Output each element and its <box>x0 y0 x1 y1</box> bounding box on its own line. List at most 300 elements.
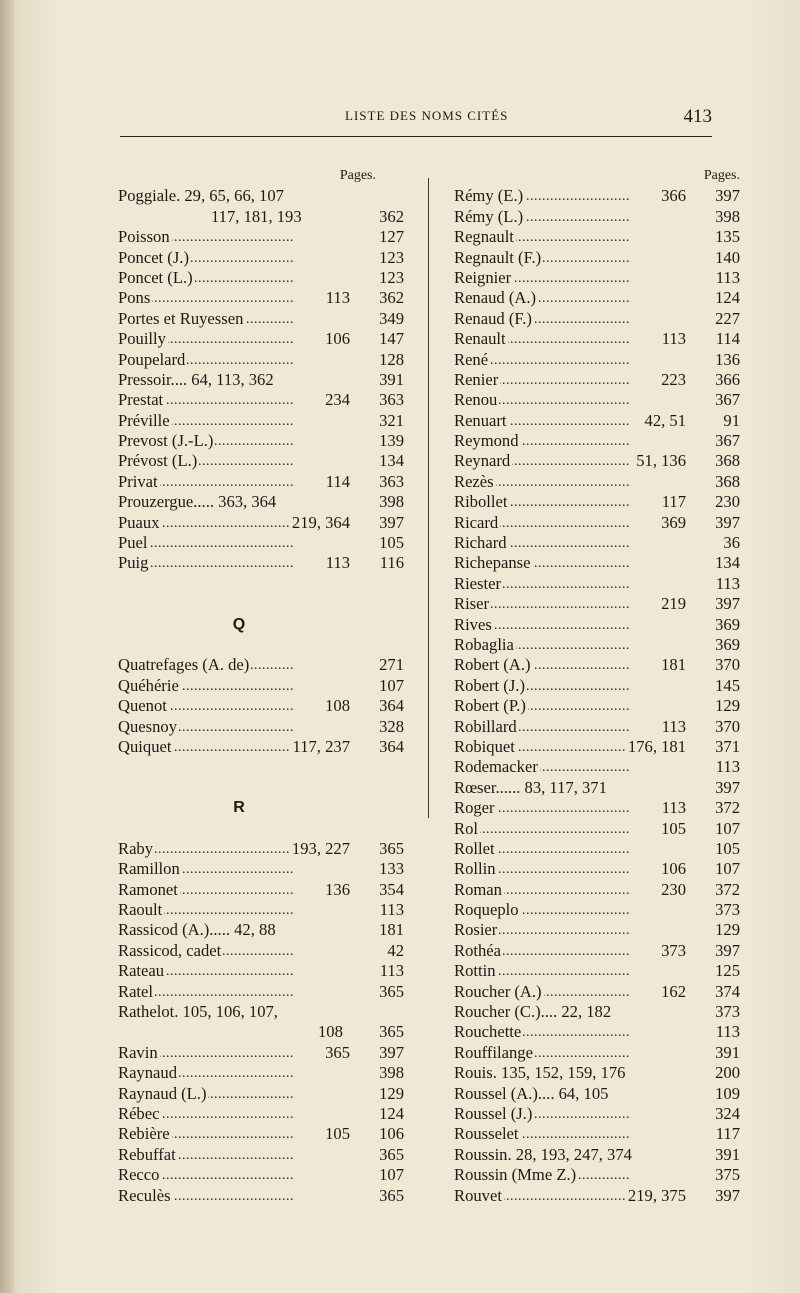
index-entry <box>118 961 404 981</box>
blank-line <box>118 819 404 839</box>
entry-page: 367 <box>715 390 740 410</box>
entry-page: 324 <box>715 1103 740 1123</box>
entry-page: 107 <box>715 859 740 879</box>
index-entry <box>454 941 740 961</box>
index-entry <box>454 594 740 614</box>
index-entry <box>454 451 740 471</box>
index-entry <box>118 859 404 879</box>
entry-page: 364 <box>379 736 404 756</box>
entry-page: 391 <box>379 369 404 389</box>
entry-page: 373 <box>715 900 740 920</box>
index-entry <box>454 288 740 308</box>
index-entry <box>454 309 740 329</box>
entry-name: Quesnoy <box>118 716 177 736</box>
entry-inline-pages: 230 <box>661 879 686 899</box>
entry-name: Richard <box>454 533 507 553</box>
index-entry <box>118 839 404 859</box>
entry-page: 365 <box>379 981 404 1001</box>
index-entry <box>454 839 740 859</box>
entry-name: Rateau <box>118 961 165 981</box>
index-entry <box>454 411 740 431</box>
entry-name: Poncet (L.) <box>118 267 193 287</box>
index-entry <box>454 961 740 981</box>
entry-page: 107 <box>379 1165 404 1185</box>
entry-page: 375 <box>715 1165 740 1185</box>
index-entry <box>454 533 740 553</box>
entry-name: Rebuffat <box>118 1144 176 1164</box>
entry-page: 366 <box>715 369 740 389</box>
entry-page: 371 <box>715 736 740 756</box>
index-entry <box>118 696 404 716</box>
entry-page: 129 <box>715 920 740 940</box>
entry-page: 391 <box>715 1144 740 1164</box>
entry-inline-pages: 219, 364 <box>291 512 350 532</box>
entry-page: 113 <box>715 757 740 777</box>
index-entry <box>118 1022 404 1042</box>
entry-name: Ramillon <box>118 859 180 879</box>
entry-page: 397 <box>715 594 740 614</box>
blank-line <box>118 574 404 594</box>
index-entry <box>118 390 404 410</box>
entry-name: Rottin <box>454 961 496 981</box>
index-entry <box>454 492 740 512</box>
entry-name: Recco <box>118 1165 160 1185</box>
entry-name: Rouchette <box>454 1022 522 1042</box>
entry-page: 106 <box>379 1124 404 1144</box>
entry-name: Portes et Ruyessen <box>118 308 244 328</box>
entry-inline-pages: 113 <box>325 288 350 308</box>
blank-line <box>118 594 404 614</box>
entry-page: 328 <box>379 716 404 736</box>
entry-page: 113 <box>379 961 404 981</box>
entry-name: Renaud (F.) <box>454 308 532 328</box>
entry-page: 134 <box>715 553 740 573</box>
index-entry <box>118 472 404 492</box>
index-entry <box>118 1043 404 1063</box>
entry-name: Roger <box>454 798 495 818</box>
entry-name: Rezès <box>454 471 494 491</box>
entry-page: 128 <box>379 349 404 369</box>
entry-inline-pages: 114 <box>325 471 350 491</box>
entry-name: Roussin. 28, 193, 247, 374 <box>454 1144 632 1164</box>
entry-name: Regnault <box>454 227 514 247</box>
entry-page: 365 <box>379 1185 404 1205</box>
entry-page: 200 <box>715 1063 740 1083</box>
entry-page: 368 <box>715 451 740 471</box>
entry-page: 42 <box>387 940 404 960</box>
blank-line <box>118 778 404 798</box>
entry-page: 147 <box>379 329 404 349</box>
entry-inline-pages: 162 <box>661 981 686 1001</box>
entry-page: 363 <box>379 471 404 491</box>
entry-name: Reymond <box>454 431 519 451</box>
index-entry <box>118 248 404 268</box>
index-entry <box>118 1084 404 1104</box>
index-entry <box>118 350 404 370</box>
entry-page: 365 <box>379 838 404 858</box>
index-entry <box>118 1124 404 1144</box>
blank-line <box>118 635 404 655</box>
entry-page: 397 <box>715 777 740 797</box>
entry-page: 114 <box>715 329 740 349</box>
entry-page: 397 <box>715 186 740 206</box>
column-divider <box>428 178 429 818</box>
index-entry <box>118 737 404 757</box>
entry-name: Renuart <box>454 410 507 430</box>
entry-name: 117, 181, 193 <box>211 206 302 226</box>
entry-page: 136 <box>715 349 740 369</box>
entry-name: Rollet <box>454 838 495 858</box>
index-entry <box>454 1084 740 1104</box>
entry-name: Roussel (J.) <box>454 1103 533 1123</box>
entry-page: 374 <box>715 981 740 1001</box>
index-entry <box>454 1124 740 1144</box>
blank-line <box>118 757 404 777</box>
entry-name: Poisson <box>118 227 170 247</box>
index-entry <box>118 227 404 247</box>
index-entry <box>454 248 740 268</box>
entry-page: 398 <box>715 206 740 226</box>
entry-page: 113 <box>715 573 740 593</box>
entry-name: Quatrefages (A. de) <box>118 655 250 675</box>
entry-page: 362 <box>379 288 404 308</box>
index-entry <box>118 1104 404 1124</box>
entry-page: 398 <box>379 492 404 512</box>
entry-name: Rassicod (A.)..... 42, 88 <box>118 920 276 940</box>
index-entry <box>454 329 740 349</box>
entry-page: 370 <box>715 716 740 736</box>
index-entry <box>454 472 740 492</box>
entry-inline-pages: 51, 136 <box>636 451 686 471</box>
entry-name: Roussel (A.).... 64, 105 <box>454 1083 609 1103</box>
index-entry <box>454 900 740 920</box>
entry-name: Renou <box>454 390 498 410</box>
entry-name: Rémy (E.) <box>454 186 524 206</box>
index-entry <box>454 350 740 370</box>
entry-name: Pons <box>118 288 151 308</box>
index-entry <box>454 1186 740 1206</box>
pages-label: Pages. <box>339 168 376 183</box>
index-entry <box>454 1145 740 1165</box>
index-entry <box>454 227 740 247</box>
entry-name: Roucher (A.) <box>454 981 542 1001</box>
entry-name: Puaux <box>118 512 160 532</box>
entry-page: 116 <box>379 553 404 573</box>
entry-page: 135 <box>715 227 740 247</box>
entry-page: 129 <box>715 696 740 716</box>
running-title: LISTE DES NOMS CITÉS <box>345 108 509 123</box>
index-entry <box>118 1165 404 1185</box>
entry-name: Roqueplo <box>454 900 519 920</box>
entry-page: 145 <box>715 675 740 695</box>
entry-page: 368 <box>715 471 740 491</box>
entry-name: Raynaud (L.) <box>118 1083 207 1103</box>
entry-name: Ramonet <box>118 879 178 899</box>
entry-name: Rollin <box>454 859 496 879</box>
entry-page: 271 <box>379 655 404 675</box>
index-entry <box>118 1002 404 1022</box>
entry-inline-pages: 136 <box>325 879 350 899</box>
entry-name: Robert (P.) <box>454 696 526 716</box>
entry-page: 397 <box>715 512 740 532</box>
entry-page: 362 <box>379 206 404 226</box>
entry-inline-pages: 106 <box>661 859 686 879</box>
entry-name: Rives <box>454 614 492 634</box>
entry-inline-pages: 105 <box>661 818 686 838</box>
index-entry <box>454 717 740 737</box>
entry-name: Poggiale. 29, 65, 66, 107 <box>118 186 284 206</box>
entry-name: Préville <box>118 410 170 430</box>
entry-name: Robert (A.) <box>454 655 531 675</box>
index-entry <box>118 207 404 227</box>
entry-name: Ravin <box>118 1042 158 1062</box>
index-entry <box>454 737 740 757</box>
entry-page: 354 <box>379 879 404 899</box>
index-entry <box>118 513 404 533</box>
entry-name: 108 <box>318 1022 343 1042</box>
entry-name: Puig <box>118 553 149 573</box>
entry-name: Puel <box>118 533 148 553</box>
entry-inline-pages: 106 <box>325 329 350 349</box>
entry-name: Rœser...... 83, 117, 371 <box>454 777 607 797</box>
index-entry <box>454 1043 740 1063</box>
entry-name: Poupelard <box>118 349 186 369</box>
index-entry <box>118 676 404 696</box>
entry-name: Riser <box>454 594 490 614</box>
entry-page: 364 <box>379 696 404 716</box>
index-column-right <box>454 166 740 1206</box>
entry-page: 391 <box>715 1042 740 1062</box>
entry-page: 129 <box>379 1083 404 1103</box>
entry-name: Roman <box>454 879 502 899</box>
index-entry <box>118 553 404 573</box>
entry-page: 113 <box>379 900 404 920</box>
entry-page: 398 <box>379 1063 404 1083</box>
entry-page: 36 <box>723 533 740 553</box>
entry-inline-pages: 113 <box>661 716 686 736</box>
entry-name: Rebière <box>118 1124 170 1144</box>
entry-page: 373 <box>715 1002 740 1022</box>
entry-name: Reignier <box>454 267 512 287</box>
page-number: 413 <box>683 106 712 127</box>
entry-page: 397 <box>379 512 404 532</box>
section-letter: R <box>233 799 245 817</box>
entry-name: Rébec <box>118 1103 160 1123</box>
index-entry <box>454 186 740 206</box>
index-entry <box>118 288 404 308</box>
index-entry <box>454 1063 740 1083</box>
entry-page: 107 <box>379 675 404 695</box>
entry-page: 349 <box>379 308 404 328</box>
index-entry <box>454 1002 740 1022</box>
entry-inline-pages: 373 <box>661 940 686 960</box>
entry-name: Quéhérie <box>118 675 179 695</box>
index-entry <box>454 1022 740 1042</box>
index-entry <box>118 1186 404 1206</box>
entry-name: Ricard <box>454 512 499 532</box>
entry-name: Robert (J.) <box>454 675 525 695</box>
entry-name: Roussin (Mme Z.) <box>454 1165 577 1185</box>
running-head <box>120 108 712 132</box>
index-entry <box>118 533 404 553</box>
entry-page: 124 <box>379 1103 404 1123</box>
entry-page: 365 <box>379 1022 404 1042</box>
entry-name: René <box>454 349 489 369</box>
entry-page: 370 <box>715 655 740 675</box>
index-entry <box>118 880 404 900</box>
index-entry <box>454 798 740 818</box>
entry-name: Prévost (L.) <box>118 451 198 471</box>
index-column-left <box>118 166 404 1206</box>
entry-page: 365 <box>379 1144 404 1164</box>
entry-page: 372 <box>715 798 740 818</box>
index-entry <box>454 615 740 635</box>
index-entry <box>118 370 404 390</box>
entry-name: Richepanse <box>454 553 531 573</box>
entry-page: 369 <box>715 614 740 634</box>
entry-name: Robillard <box>454 716 517 736</box>
pages-label: Pages. <box>703 168 740 183</box>
entry-name: Renault <box>454 329 506 349</box>
entry-inline-pages: 181 <box>661 655 686 675</box>
entry-page: 107 <box>715 818 740 838</box>
entry-inline-pages: 219, 375 <box>627 1185 686 1205</box>
entry-name: Ratel <box>118 981 154 1001</box>
entry-name: Privat <box>118 471 158 491</box>
index-entry <box>454 553 740 573</box>
index-entry <box>454 574 740 594</box>
index-entry <box>454 207 740 227</box>
entry-page: 123 <box>379 247 404 267</box>
index-entry <box>454 390 740 410</box>
entry-name: Rol <box>454 818 478 838</box>
index-entry <box>118 492 404 512</box>
entry-name: Raoult <box>118 900 163 920</box>
entry-name: Prestat <box>118 390 164 410</box>
index-entry <box>118 431 404 451</box>
entry-name: Renaud (A.) <box>454 288 537 308</box>
index-entry <box>118 1063 404 1083</box>
entry-page: 139 <box>379 431 404 451</box>
index-entry <box>454 880 740 900</box>
entry-inline-pages: 105 <box>325 1124 350 1144</box>
entry-page: 125 <box>715 961 740 981</box>
entry-page: 397 <box>379 1042 404 1062</box>
index-entry <box>454 676 740 696</box>
index-entry <box>454 778 740 798</box>
entry-inline-pages: 108 <box>325 696 350 716</box>
entry-name: Pressoir.... 64, 113, 362 <box>118 369 274 389</box>
entry-page: 105 <box>715 838 740 858</box>
entry-name: Reynard <box>454 451 511 471</box>
entry-name: Quiquet <box>118 736 172 756</box>
entry-inline-pages: 113 <box>325 553 350 573</box>
index-entry <box>454 1104 740 1124</box>
index-entry <box>118 329 404 349</box>
entry-inline-pages: 113 <box>661 798 686 818</box>
entry-inline-pages: 366 <box>661 186 686 206</box>
entry-name: Rosier <box>454 920 498 940</box>
entry-page: 181 <box>379 920 404 940</box>
index-entry <box>454 819 740 839</box>
entry-page: 227 <box>715 308 740 328</box>
index-entry <box>118 186 404 206</box>
entry-name: Rassicod, cadet <box>118 940 222 960</box>
index-entry <box>454 696 740 716</box>
index-entry <box>454 431 740 451</box>
entry-page: 113 <box>715 267 740 287</box>
entry-inline-pages: 193, 227 <box>291 838 350 858</box>
entry-page: 321 <box>379 410 404 430</box>
entry-page: 91 <box>723 410 740 430</box>
entry-inline-pages: 365 <box>325 1042 350 1062</box>
index-entry <box>454 513 740 533</box>
entry-page: 134 <box>379 451 404 471</box>
entry-page: 230 <box>715 492 740 512</box>
index-entry <box>454 859 740 879</box>
index-entry <box>454 757 740 777</box>
entry-name: Regnault (F.) <box>454 247 542 267</box>
entry-page: 367 <box>715 431 740 451</box>
index-entry <box>118 1145 404 1165</box>
index-entry <box>118 411 404 431</box>
entry-page: 124 <box>715 288 740 308</box>
entry-page: 397 <box>715 940 740 960</box>
entry-name: Raynaud <box>118 1063 177 1083</box>
entry-inline-pages: 219 <box>661 594 686 614</box>
entry-page: 397 <box>715 1185 740 1205</box>
index-entry <box>454 920 740 940</box>
index-entry <box>454 982 740 1002</box>
entry-name: Rouvet <box>454 1185 502 1205</box>
entry-name: Prevost (J.-L.) <box>118 431 214 451</box>
entry-name: Rodemacker <box>454 757 538 777</box>
index-entry <box>118 941 404 961</box>
entry-inline-pages: 117 <box>661 492 686 512</box>
entry-name: Robaglia <box>454 634 514 654</box>
entry-page: 105 <box>379 533 404 553</box>
entry-inline-pages: 176, 181 <box>627 736 686 756</box>
entry-page: 372 <box>715 879 740 899</box>
entry-name: Prouzergue..... 363, 364 <box>118 492 277 512</box>
entry-page: 113 <box>715 1022 740 1042</box>
entry-name: Renier <box>454 369 499 389</box>
entry-page: 369 <box>715 634 740 654</box>
entry-name: Raby <box>118 838 154 858</box>
entry-page: 363 <box>379 390 404 410</box>
index-entry <box>454 370 740 390</box>
index-entry <box>118 982 404 1002</box>
entry-name: Pouilly <box>118 329 166 349</box>
entry-name: Quenot <box>118 696 167 716</box>
entry-name: Rouffilange <box>454 1042 533 1062</box>
index-entry <box>118 309 404 329</box>
index-entry <box>454 1165 740 1185</box>
entry-page: 140 <box>715 247 740 267</box>
entry-inline-pages: 117, 237 <box>292 736 350 756</box>
index-entry <box>118 655 404 675</box>
entry-name: Reculès <box>118 1185 171 1205</box>
entry-inline-pages: 369 <box>661 512 686 532</box>
entry-name: Rouis. 135, 152, 159, 176 <box>454 1063 626 1083</box>
entry-inline-pages: 234 <box>325 390 350 410</box>
entry-name: Riester <box>454 573 502 593</box>
entry-name: Poncet (J.) <box>118 247 189 267</box>
page-binding-edge <box>0 0 14 1293</box>
index-entry <box>118 268 404 288</box>
entry-name: Ribollet <box>454 492 508 512</box>
entry-name: Rothéa <box>454 940 502 960</box>
